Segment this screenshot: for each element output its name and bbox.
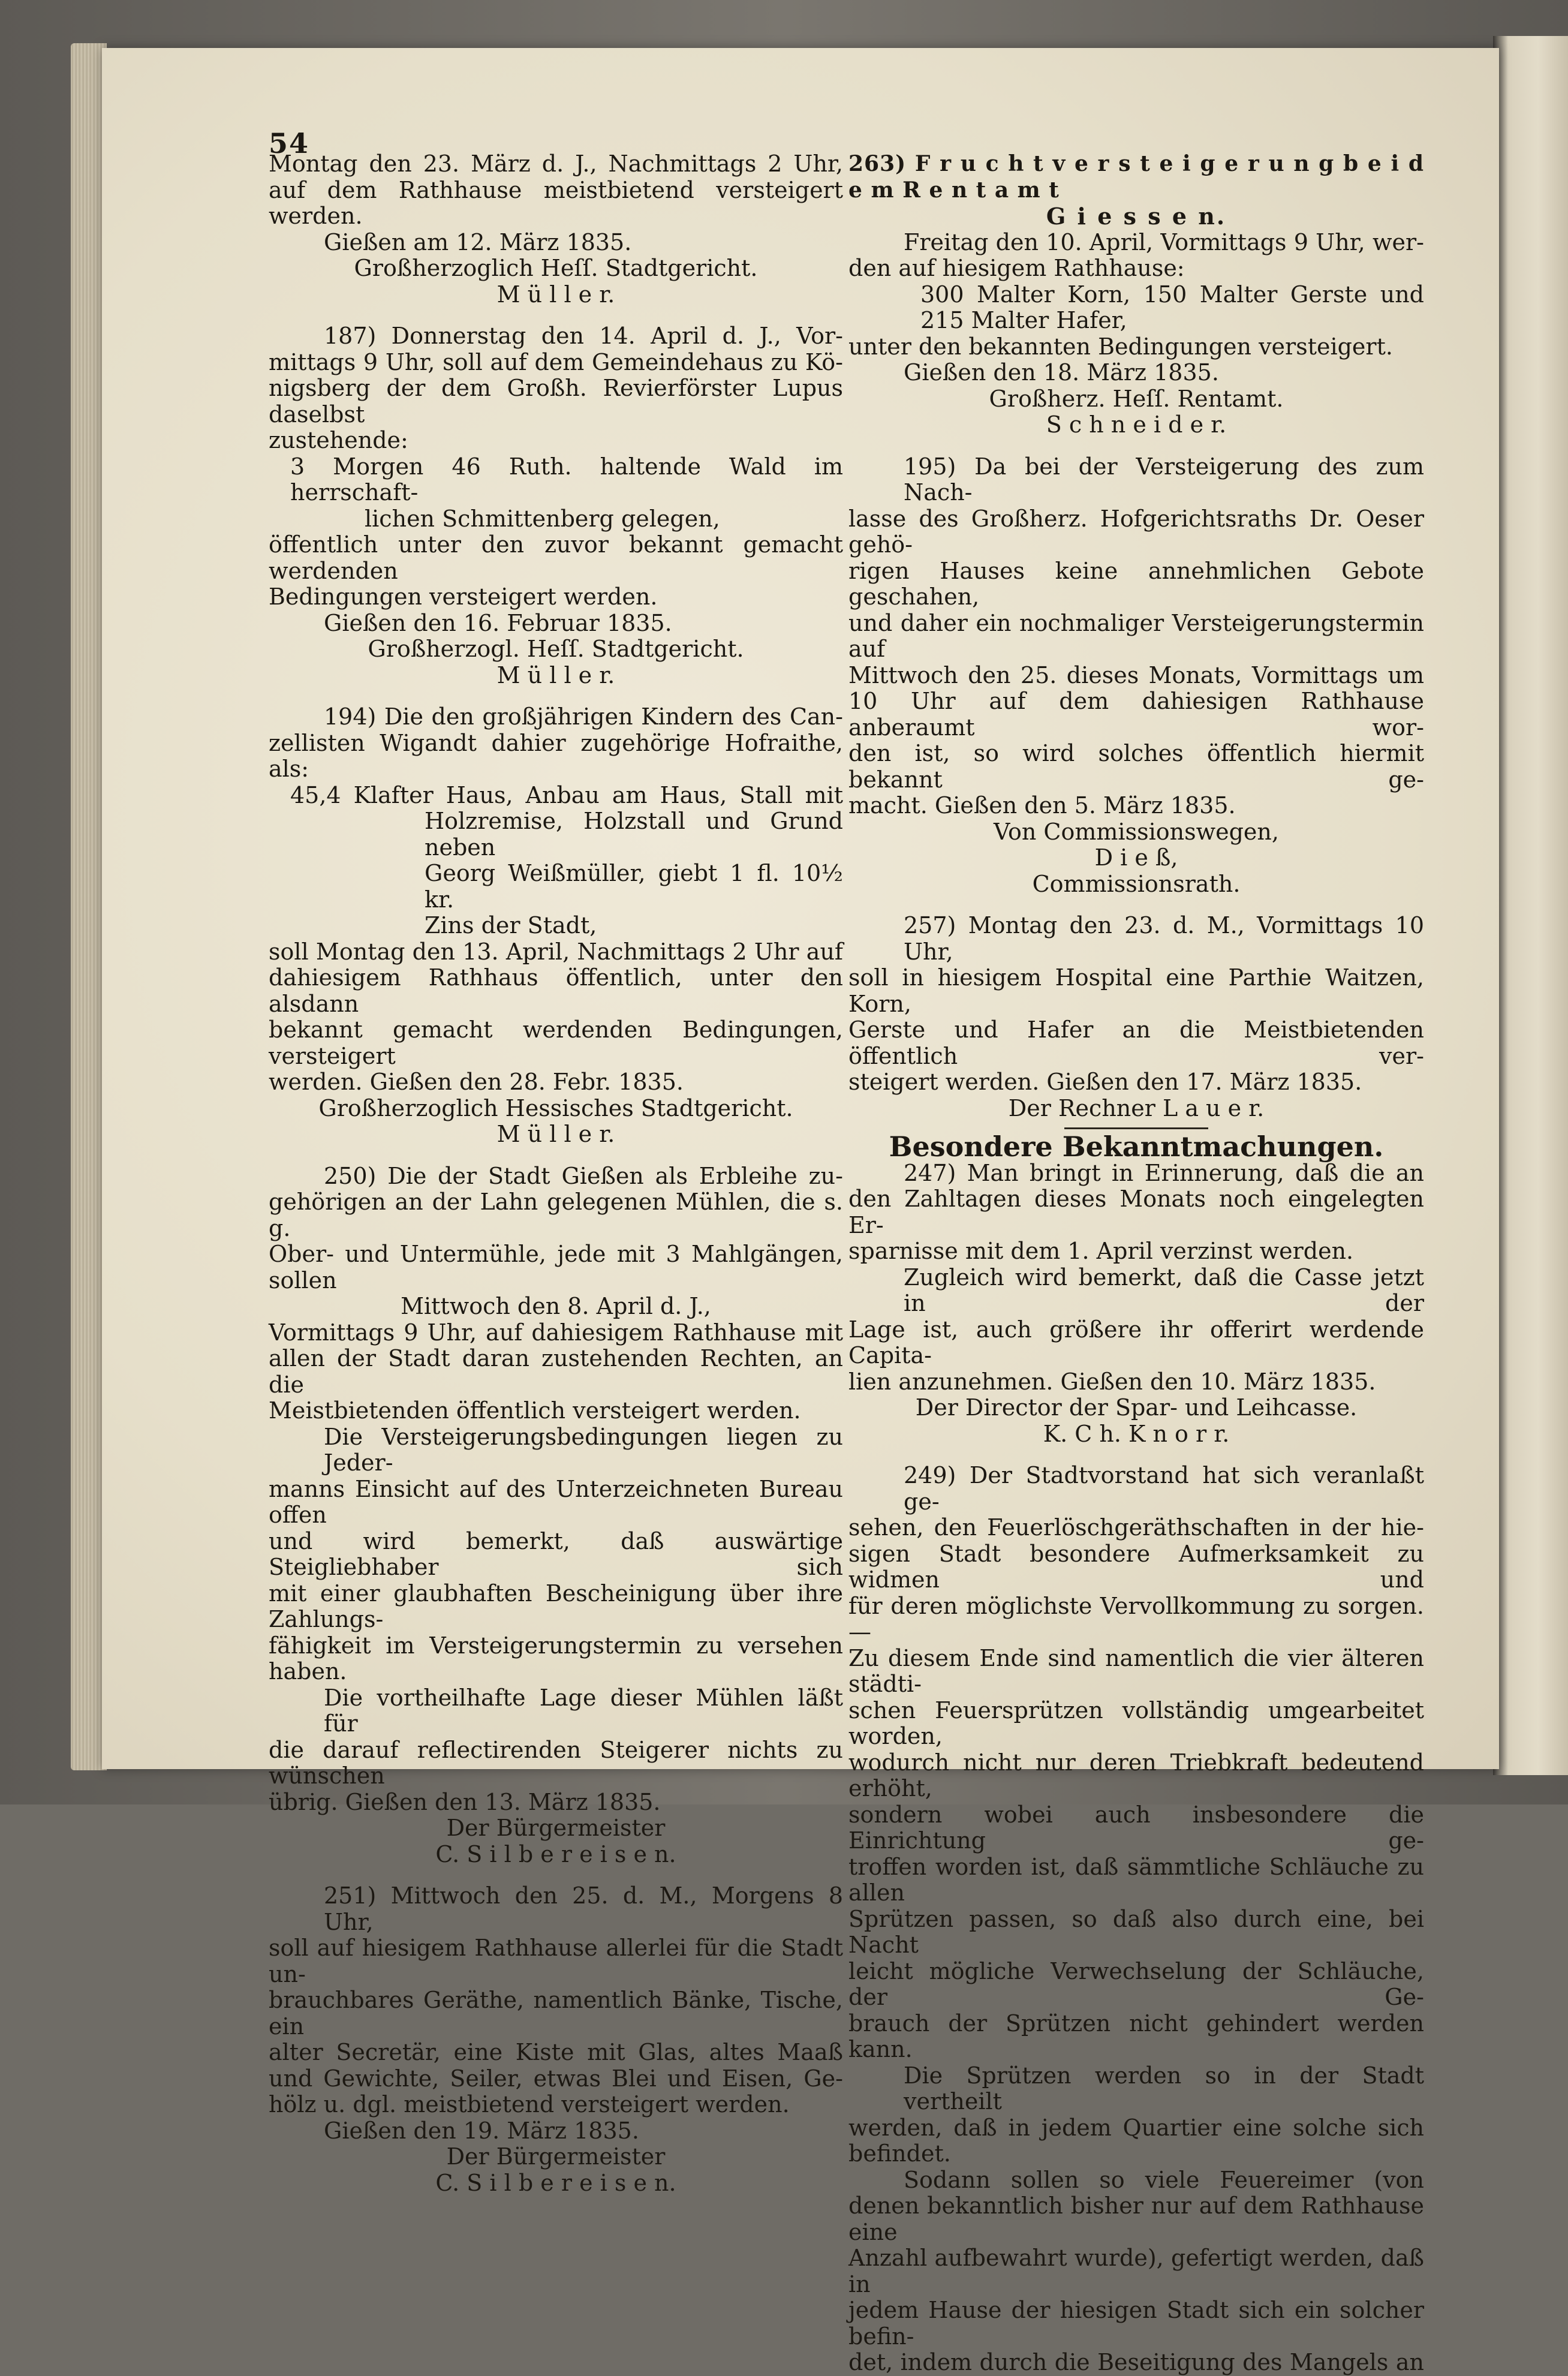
text-line: Die vortheilhafte Lage dieser Mühlen läßt für [324, 1684, 843, 1737]
signature-line: M ü l l e r. [496, 661, 615, 688]
text-line: lien anzunehmen. Gießen den 10. März 1835. [848, 1368, 1376, 1395]
text-line: lasse des Großherz. Hofgerichtsraths Dr. Oeser gehö- [848, 505, 1424, 558]
text-line: troffen worden ist, daß sämmtliche Schläuche zu allen [848, 1853, 1424, 1906]
signature-line: M ü l l e r. [496, 281, 615, 308]
authority-line: Der Bürgermeister [446, 2143, 666, 2170]
text-line: sondern wobei auch insbesondere die Einrichtung ge- [848, 1801, 1424, 1854]
text-line: Ober- und Untermühle, jede mit 3 Mahlgängen, [269, 1241, 843, 1267]
text-line: und Gewichte, Seiler, etwas Blei und Eisen, Ge- [269, 2065, 843, 2092]
text-line: schen Feuersprützen vollständig umgearbeitet worden, [848, 1697, 1424, 1749]
text-line: Sprützen passen, so daß also durch eine, bei Nacht [848, 1905, 1424, 1958]
notice-249 [848, 1463, 1424, 2376]
text-line: unter den bekannten Bedingungen versteigert. [848, 333, 1393, 360]
text-line: macht. Gießen den 5. März 1835. [848, 792, 1236, 819]
text-line: Gerste und Hafer an die Meistbietenden öffentlich ver- [848, 1016, 1424, 1069]
text-line: 257) Montag den 23. d. M., Vormittags 10 Uhr, [904, 912, 1424, 965]
text-line: Die Sprützen werden so in der Stadt vertheilt [904, 2062, 1424, 2115]
text-line: alter Secretär, eine Kiste mit Glas, altes Maaß [269, 2039, 843, 2065]
text-line: und wird bemerkt, daß auswärtige Steigliebhaber sich [269, 1527, 843, 1580]
text-line: lichen Schmittenberg gelegen, [365, 505, 720, 532]
text-line: hölz u. dgl. meistbietend versteigert werden. [269, 2091, 790, 2118]
text-line: den auf hiesigem Rathhause: [848, 255, 1185, 281]
notice-195 [848, 454, 1424, 898]
text-line: rigen Hauses keine annehmlichen Gebote geschahen, [848, 557, 1424, 610]
authority-line: Großherzogl. Heſſ. Stadtgericht. [368, 636, 744, 662]
text-line: Zins der Stadt, [425, 912, 597, 939]
section-rule [1064, 1127, 1208, 1129]
book-edge-right [1493, 36, 1568, 1775]
text-line: wodurch nicht nur deren Triebkraft bedeutend erhöht, [848, 1749, 1424, 1801]
date-line: Gießen den 16. Februar 1835. [324, 609, 672, 636]
text-line: det, indem durch die Beseitigung des Mangels an [848, 2349, 1424, 2375]
text-line: werden, daß in jedem Quartier eine solche sich befindet. [848, 2114, 1424, 2167]
text-line: zustehende: [269, 427, 408, 453]
text-line: brauchbares Geräthe, namentlich Bänke, Tische, ein [269, 1987, 843, 2040]
signature-line: K. C h. K n o r r. [1043, 1420, 1230, 1447]
text-line: Freitag den 10. April, Vormittags 9 Uhr, wer- [904, 228, 1424, 255]
date-line: Gießen am 12. März 1835. [324, 228, 632, 255]
authority-line: Von Commissionswegen, [994, 818, 1279, 845]
text-line: für deren möglichste Vervollkommung zu sorgen. — [848, 1592, 1424, 1645]
text-line: und daher ein nochmaliger Versteigerungstermin auf [848, 609, 1424, 662]
text-line: 187) Donnerstag den 14. April d. J., Vor- [324, 323, 843, 349]
text-line: jedem Hause der hiesigen Stadt sich ein solcher befin- [848, 2297, 1424, 2350]
text-line: Anzahl aufbewahrt wurde), gefertigt werden, daß in [848, 2245, 1424, 2297]
notice-247 [848, 1160, 1424, 1448]
text-line: übrig. Gießen den 13. März 1835. [269, 1788, 661, 1815]
authority-line: Großherzoglich Hessisches Stadtgericht. [318, 1094, 793, 1121]
text-line: werden. Gießen den 28. Febr. 1835. [269, 1069, 684, 1095]
text-line: 3 Morgen 46 Ruth. haltende Wald im herrschaft- [290, 453, 843, 506]
signature-line: D i e ß, [1094, 844, 1178, 871]
notice-187 [269, 323, 843, 688]
authority-line: Der Bürgermeister [446, 1815, 666, 1841]
authority-line: Großherzoglich Heſſ. Stadtgericht. [354, 255, 758, 281]
text-line: steigert werden. Gießen den 17. März 1835. [848, 1069, 1362, 1095]
text-line: Bedingungen versteigert werden. [269, 584, 658, 610]
text-line: Vormittags 9 Uhr, auf dahiesigem Rathhause mit [269, 1319, 843, 1346]
text-line: Meistbietenden öffentlich versteigert werden. [269, 1397, 801, 1424]
signature-line: S c h n e i d e r. [1046, 411, 1227, 438]
text-line: soll Montag den 13. April, Nachmittags 2 Uhr auf [269, 938, 843, 965]
text-line: fähigkeit im Versteigerungstermin zu versehen haben. [269, 1632, 843, 1685]
text-line: den ist, so wird solches öffentlich hiermit bekannt ge- [848, 740, 1424, 793]
right-column [848, 151, 1424, 2376]
text-line: mit einer glaubhaften Bescheinigung über ihre Zahlungs- [269, 1580, 843, 1632]
text-line: leicht mögliche Verwechselung der Schläuche, der Ge- [848, 1957, 1424, 2010]
notice-257 [848, 913, 1424, 1121]
text-line: Sodann sollen so viele Feuereimer (von [904, 2166, 1424, 2193]
authority-line: Der Director der Spar- und Leihcasse. [915, 1394, 1358, 1421]
text-line: Lage ist, auch größere ihr offerirt werdende Capita- [848, 1316, 1424, 1369]
date-line: Gießen den 19. März 1835. [324, 2117, 639, 2144]
signature-line: C. S i l b e r e i s e n. [435, 1840, 676, 1867]
text-line: auf dem Rathhause meistbietend versteigert werden. [269, 176, 843, 229]
text-line: 215 Malter Hafer, [920, 307, 1127, 333]
text-line: dahiesigem Rathhaus öffentlich, unter den alsdann [269, 964, 843, 1017]
text-line: brauch der Sprützen nicht gehindert werden kann. [848, 2010, 1424, 2062]
left-column [269, 151, 843, 2196]
text-line: Zu diesem Ende sind namentlich die vier älteren städti- [848, 1644, 1424, 1697]
text-line: 45,4 Klafter Haus, Anbau am Haus, Stall mit [290, 781, 843, 808]
section-title: Besondere Bekanntmachungen. [889, 1130, 1384, 1163]
text-line: soll in hiesigem Hospital eine Parthie Waitzen, Korn, [848, 964, 1424, 1017]
text-line: manns Einsicht auf des Unterzeichneten Bureau offen [269, 1475, 843, 1528]
text-line: sehen, den Feuerlöschgeräthschaften in der hie- [848, 1514, 1424, 1541]
text-line: 194) Die den großjährigen Kindern des Can- [324, 703, 843, 730]
text-line: Georg Weißmüller, giebt 1 fl. 10½ kr. [425, 860, 843, 913]
text-line: 195) Da bei der Versteigerung des zum Nach- [904, 453, 1424, 506]
notice-continuation [269, 151, 843, 308]
notice-263 [848, 151, 1424, 438]
text-line: die darauf reflectirenden Steigerer nichts zu wünschen [269, 1736, 843, 1789]
notice-heading-city: G i e s s e n. [1046, 203, 1227, 230]
text-line: zellisten Wigandt dahier zugehörige Hofraithe, als: [269, 729, 843, 782]
text-line: bekannt gemacht werdenden Bedingungen, versteigert [269, 1016, 843, 1069]
notice-194 [269, 704, 843, 1148]
notice-251 [269, 1883, 843, 2196]
text-line: gehörigen an der Lahn gelegenen Mühlen, die s. g. [269, 1189, 843, 1241]
text-line: nigsberg der dem Großh. Revierförster Lupus daselbst [269, 375, 843, 428]
title-line: Commissionsrath. [1032, 870, 1241, 897]
text-line: 300 Malter Korn, 150 Malter Gerste und [920, 281, 1424, 308]
text-line: sparnisse mit dem 1. April verzinst werden. [848, 1238, 1354, 1264]
text-line: soll auf hiesigem Rathhause allerlei für die Stadt un- [269, 1935, 843, 1987]
text-line: 247) Man bringt in Erinnerung, daß die an [904, 1159, 1424, 1186]
text-line: Zugleich wird bemerkt, daß die Casse jetzt in der [904, 1264, 1424, 1316]
signature-line: C. S i l b e r e i s e n. [435, 2169, 676, 2196]
text-line: denen bekanntlich bisher nur auf dem Rathhause eine [848, 2192, 1424, 2245]
text-line: 250) Die der Stadt Gießen als Erbleihe zu- [324, 1162, 843, 1189]
text-line: sollen [269, 1267, 337, 1294]
text-line: mittags 9 Uhr, soll auf dem Gemeindehaus zu Kö- [269, 348, 843, 375]
text-line: Die Versteigerungsbedingungen liegen zu Jeder- [324, 1423, 843, 1476]
text-line: den Zahltagen dieses Monats noch eingelegten Er- [848, 1186, 1424, 1238]
text-line: öffentlich unter den zuvor bekannt gemacht werdenden [269, 531, 843, 584]
text-line: 251) Mittwoch den 25. d. M., Morgens 8 Uhr, [324, 1882, 843, 1935]
authority-line: Großherz. Heſſ. Rentamt. [989, 385, 1284, 412]
date-line: Gießen den 18. März 1835. [904, 359, 1219, 386]
text-line: 10 Uhr auf dem dahiesigen Rathhause anberaumt wor- [848, 688, 1424, 741]
text-line: Holzremise, Holzstall und Grund neben [425, 808, 843, 861]
text-line: 249) Der Stadtvorstand hat sich veranlaßt ge- [904, 1462, 1424, 1515]
page-number: 54 [269, 127, 310, 160]
text-line: Montag den 23. März d. J., Nachmittags 2 Uhr, [269, 151, 843, 177]
signature-line: M ü l l e r. [496, 1121, 615, 1147]
notice-250 [269, 1163, 843, 1868]
book-edge-left [71, 43, 107, 1770]
text-line: sigen Stadt besondere Aufmerksamkeit zu widmen und [848, 1540, 1424, 1593]
text-line: Mittwoch den 25. dieses Monats, Vormittags um [848, 661, 1424, 688]
date-line: Mittwoch den 8. April d. J., [401, 1293, 711, 1319]
notice-heading: 263) F r u c h t v e r s t e i g e r u n g b e i d e m R e n t a m t [848, 151, 1424, 203]
signature-line: Der Rechner L a u e r. [1008, 1094, 1265, 1121]
text-line: allen der Stadt daran zustehenden Rechten, an die [269, 1345, 843, 1398]
